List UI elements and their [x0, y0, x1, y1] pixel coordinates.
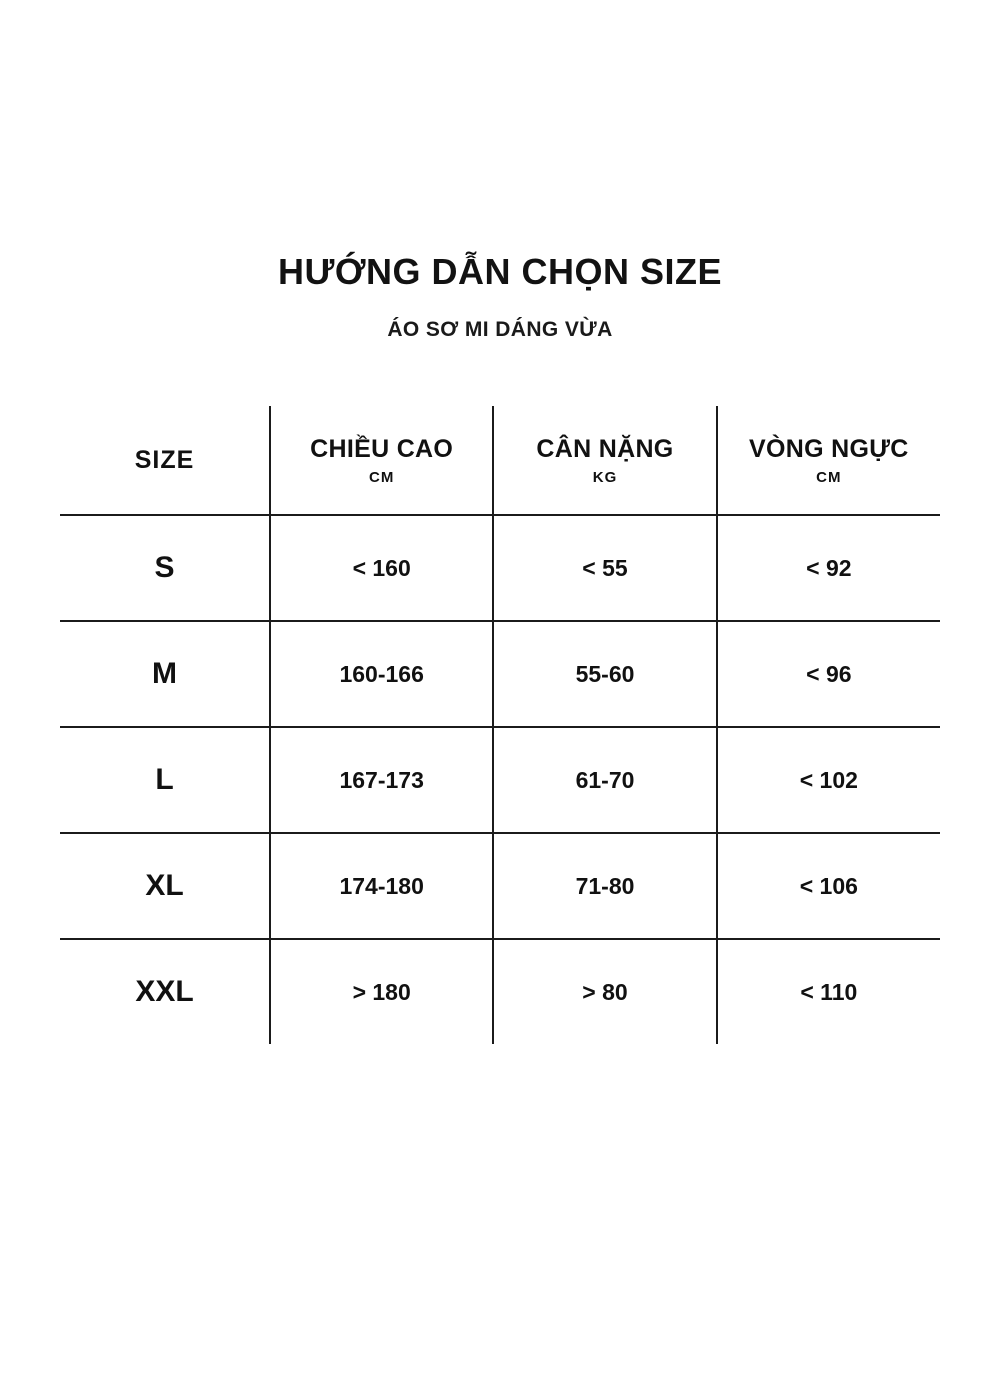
table-head	[60, 406, 940, 515]
cell-height: > 180	[270, 939, 493, 1044]
size-table-container	[60, 406, 940, 1044]
cell-size: XXL	[60, 939, 270, 1044]
header	[0, 0, 1000, 342]
table-body	[60, 515, 940, 1044]
cell-size: XL	[60, 833, 270, 939]
cell-chest: < 102	[717, 727, 940, 833]
column-header-size: SIZE	[60, 406, 270, 515]
cell-height: < 160	[270, 515, 493, 621]
column-header-height	[270, 406, 493, 515]
column-header-weight-label: CÂN NẶNG	[536, 434, 674, 463]
cell-weight: > 80	[493, 939, 716, 1044]
column-header-height-label: CHIỀU CAO	[310, 434, 454, 463]
cell-weight: 55-60	[493, 621, 716, 727]
column-header-weight	[493, 406, 716, 515]
column-header-height-unit: CM	[369, 469, 395, 487]
cell-height: 167-173	[270, 727, 493, 833]
cell-weight: 71-80	[493, 833, 716, 939]
cell-chest: < 92	[717, 515, 940, 621]
table-row	[60, 939, 940, 1044]
table-row	[60, 727, 940, 833]
table-row	[60, 515, 940, 621]
cell-weight: 61-70	[493, 727, 716, 833]
column-header-chest-label: VÒNG NGỰC	[749, 434, 909, 463]
page-subtitle: ÁO SƠ MI DÁNG VỪA	[387, 318, 613, 342]
cell-chest: < 106	[717, 833, 940, 939]
column-header-chest-unit: CM	[816, 469, 842, 487]
table-row	[60, 621, 940, 727]
cell-size: S	[60, 515, 270, 621]
cell-height: 174-180	[270, 833, 493, 939]
table-header-row	[60, 406, 940, 515]
page-title: HƯỚNG DẪN CHỌN SIZE	[277, 251, 723, 292]
column-header-weight-unit: KG	[592, 469, 618, 487]
size-table	[60, 406, 940, 1044]
column-header-chest	[717, 406, 940, 515]
cell-size: M	[60, 621, 270, 727]
cell-chest: < 96	[717, 621, 940, 727]
cell-chest: < 110	[800, 978, 858, 1005]
cell-size: L	[60, 727, 270, 833]
cell-weight: < 55	[493, 515, 716, 621]
table-row	[60, 833, 940, 939]
cell-height: 160-166	[270, 621, 493, 727]
